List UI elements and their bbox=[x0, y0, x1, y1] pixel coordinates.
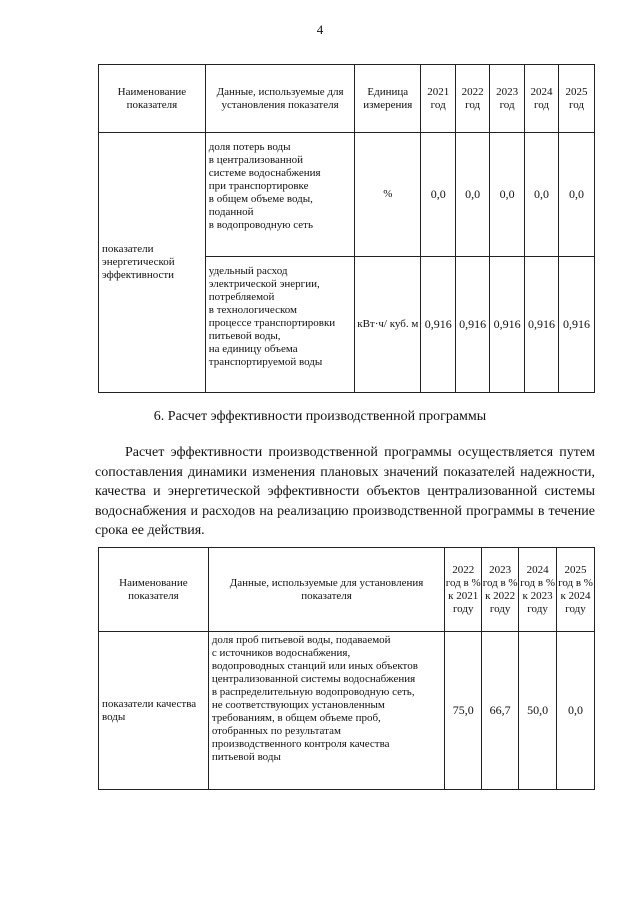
value-cell: 50,0 bbox=[519, 632, 557, 790]
table-header-row bbox=[99, 65, 595, 133]
water-quality-table bbox=[98, 547, 595, 790]
header-year-ratio: 2023 год в % к 2022 году bbox=[482, 548, 519, 632]
row-name: показатели качества воды bbox=[99, 632, 209, 790]
header-year-ratio: 2024 год в % к 2023 году bbox=[519, 548, 557, 632]
row-description: доля проб питьевой воды, подаваемой с источников водоснабжения, водопроводных станций или иных объектов централизованной системы водоснабжения в распределительную водопроводную сеть, не соответствующих установленным требованиям, в общем объеме проб, отобранных по результатам производственного контроля качества питьевой воды bbox=[208, 632, 444, 790]
value-cell: 0,0 bbox=[456, 133, 490, 257]
header-data: Данные, используемые для установления показателя bbox=[205, 65, 355, 133]
value-cell: 0,0 bbox=[525, 133, 559, 257]
row-unit: кВт·ч/ куб. м bbox=[355, 257, 421, 393]
group-label: показатели энергетической эффективности bbox=[99, 133, 206, 393]
row-description: удельный расход электрической энергии, потребляемой в технологическом процессе транспортировки питьевой воды, на единицу объема транспортируемой воды bbox=[205, 257, 355, 393]
table-row bbox=[99, 133, 595, 257]
value-cell: 0,916 bbox=[559, 257, 595, 393]
value-cell: 0,0 bbox=[557, 632, 595, 790]
value-cell: 75,0 bbox=[445, 632, 482, 790]
header-year: 2022 год bbox=[456, 65, 490, 133]
value-cell: 0,0 bbox=[490, 133, 525, 257]
header-year: 2024 год bbox=[525, 65, 559, 133]
header-name: Наименование показателя bbox=[99, 548, 209, 632]
value-cell: 0,916 bbox=[456, 257, 490, 393]
value-cell: 0,916 bbox=[525, 257, 559, 393]
header-year: 2025 год bbox=[559, 65, 595, 133]
section-heading: 6. Расчет эффективности производственной программы bbox=[153, 409, 487, 424]
header-year: 2021 год bbox=[421, 65, 456, 133]
header-name: Наименование показателя bbox=[99, 65, 206, 133]
body-paragraph: Расчет эффективности производственной программы осуществляется путем сопоставления динамики изменения плановых значений показателей надежности, качества и энергетической эффективности объектов централизованной системы водоснабжения и расходов на реализацию производственной программы в течение срока ее действия. bbox=[95, 445, 595, 538]
value-cell: 66,7 bbox=[482, 632, 519, 790]
header-data: Данные, используемые для установления показателя bbox=[208, 548, 444, 632]
row-unit: % bbox=[355, 133, 421, 257]
value-cell: 0,916 bbox=[490, 257, 525, 393]
row-description: доля потерь воды в централизованной системе водоснабжения при транспортировке в общем объеме воды, поданной в водопроводную сеть bbox=[205, 133, 355, 257]
table-header-row bbox=[99, 548, 595, 632]
header-year-ratio: 2025 год в % к 2024 году bbox=[557, 548, 595, 632]
page-number: 4 bbox=[316, 22, 324, 37]
value-cell: 0,0 bbox=[421, 133, 456, 257]
header-year-ratio: 2022 год в % к 2021 году bbox=[445, 548, 482, 632]
value-cell: 0,0 bbox=[559, 133, 595, 257]
value-cell: 0,916 bbox=[421, 257, 456, 393]
table-row bbox=[99, 632, 595, 790]
header-unit: Единица измерения bbox=[355, 65, 421, 133]
header-year: 2023 год bbox=[490, 65, 525, 133]
energy-efficiency-table bbox=[98, 64, 595, 393]
